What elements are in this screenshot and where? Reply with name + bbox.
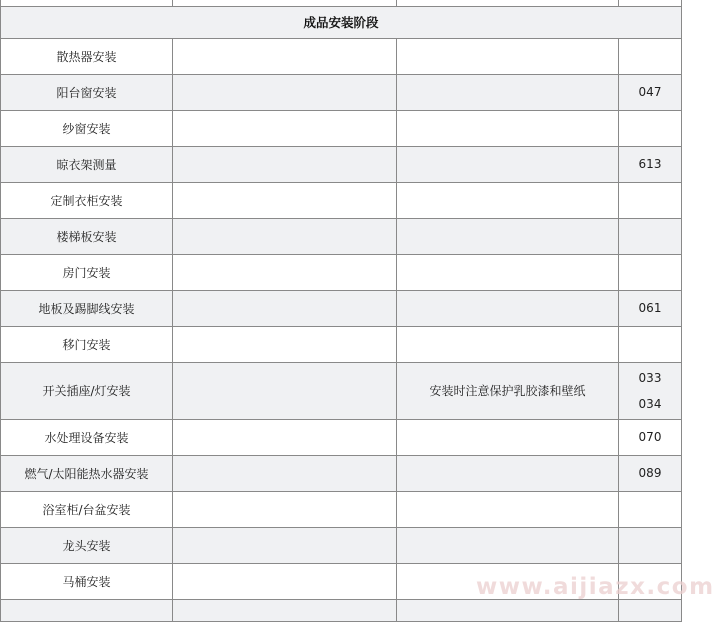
code-cell — [619, 38, 682, 74]
empty-cell — [173, 74, 397, 110]
task-name-cell: 水处理设备安装 — [1, 419, 173, 455]
note-cell — [397, 110, 619, 146]
task-row — [1, 182, 682, 218]
empty-cell — [173, 182, 397, 218]
code-cell — [619, 455, 682, 491]
empty-cell — [173, 362, 397, 419]
code-value: 070 — [638, 430, 662, 444]
empty-cell — [173, 254, 397, 290]
task-row — [1, 419, 682, 455]
task-row — [1, 362, 682, 419]
code-cell — [619, 74, 682, 110]
note-cell — [397, 455, 619, 491]
note-cell — [397, 527, 619, 563]
task-row — [1, 254, 682, 290]
task-name-cell: 房门安装 — [1, 254, 173, 290]
empty-cell — [397, 599, 619, 621]
task-row — [1, 527, 682, 563]
note-cell — [397, 182, 619, 218]
note-cell — [397, 38, 619, 74]
task-row — [1, 74, 682, 110]
empty-cell — [173, 290, 397, 326]
task-row — [1, 290, 682, 326]
task-name-cell: 燃气/太阳能热水器安装 — [1, 455, 173, 491]
code-cell — [619, 110, 682, 146]
note-cell — [397, 74, 619, 110]
cropped-next-row — [1, 599, 682, 621]
task-row — [1, 563, 682, 599]
site-watermark: www.aijiazx.com — [476, 574, 715, 600]
code-value: 061 — [638, 301, 662, 315]
task-name-cell: 浴室柜/台盆安装 — [1, 491, 173, 527]
task-row — [1, 491, 682, 527]
section-header-title: 成品安装阶段 — [1, 6, 682, 38]
task-name-cell: 移门安装 — [1, 326, 173, 362]
note-cell — [397, 254, 619, 290]
task-name-cell: 楼梯板安装 — [1, 218, 173, 254]
code-cell — [619, 563, 682, 599]
empty-cell — [173, 38, 397, 74]
empty-cell — [173, 491, 397, 527]
note-cell — [397, 218, 619, 254]
task-name-cell: 开关插座/灯安装 — [1, 362, 173, 419]
code-value: 613 — [638, 157, 662, 171]
empty-cell — [1, 599, 173, 621]
empty-cell — [173, 599, 397, 621]
code-cell — [619, 527, 682, 563]
task-name-cell: 晾衣架测量 — [1, 146, 173, 182]
task-row — [1, 218, 682, 254]
empty-cell — [173, 326, 397, 362]
code-cell — [619, 326, 682, 362]
code-value: 034 — [638, 396, 662, 411]
task-row — [1, 110, 682, 146]
task-name-cell: 地板及踢脚线安装 — [1, 290, 173, 326]
empty-cell — [173, 218, 397, 254]
task-row — [1, 38, 682, 74]
task-name-cell: 马桶安装 — [1, 563, 173, 599]
code-cell — [619, 362, 682, 419]
note-cell: 安装时注意保护乳胶漆和壁纸 — [397, 362, 619, 419]
note-cell — [397, 326, 619, 362]
note-cell — [397, 146, 619, 182]
empty-cell — [173, 455, 397, 491]
code-cell — [619, 491, 682, 527]
code-cell — [619, 254, 682, 290]
empty-cell — [173, 527, 397, 563]
task-row — [1, 455, 682, 491]
empty-cell — [173, 110, 397, 146]
code-cell — [619, 419, 682, 455]
code-cell — [619, 146, 682, 182]
code-value: 047 — [638, 85, 662, 99]
code-cell — [619, 182, 682, 218]
note-cell — [397, 419, 619, 455]
task-name-cell: 定制衣柜安装 — [1, 182, 173, 218]
task-name-cell: 纱窗安装 — [1, 110, 173, 146]
section-header-row — [1, 6, 682, 38]
empty-cell — [173, 563, 397, 599]
empty-cell — [173, 419, 397, 455]
task-name-cell: 散热器安装 — [1, 38, 173, 74]
code-value: 033 — [638, 370, 662, 385]
note-cell — [397, 491, 619, 527]
task-row — [1, 326, 682, 362]
code-cell — [619, 218, 682, 254]
empty-cell — [619, 599, 682, 621]
code-value: 089 — [638, 466, 662, 480]
task-name-cell: 龙头安装 — [1, 527, 173, 563]
note-cell — [397, 290, 619, 326]
empty-cell — [173, 146, 397, 182]
task-row — [1, 146, 682, 182]
task-name-cell: 阳台窗安装 — [1, 74, 173, 110]
code-cell — [619, 290, 682, 326]
note-cell — [397, 563, 619, 599]
